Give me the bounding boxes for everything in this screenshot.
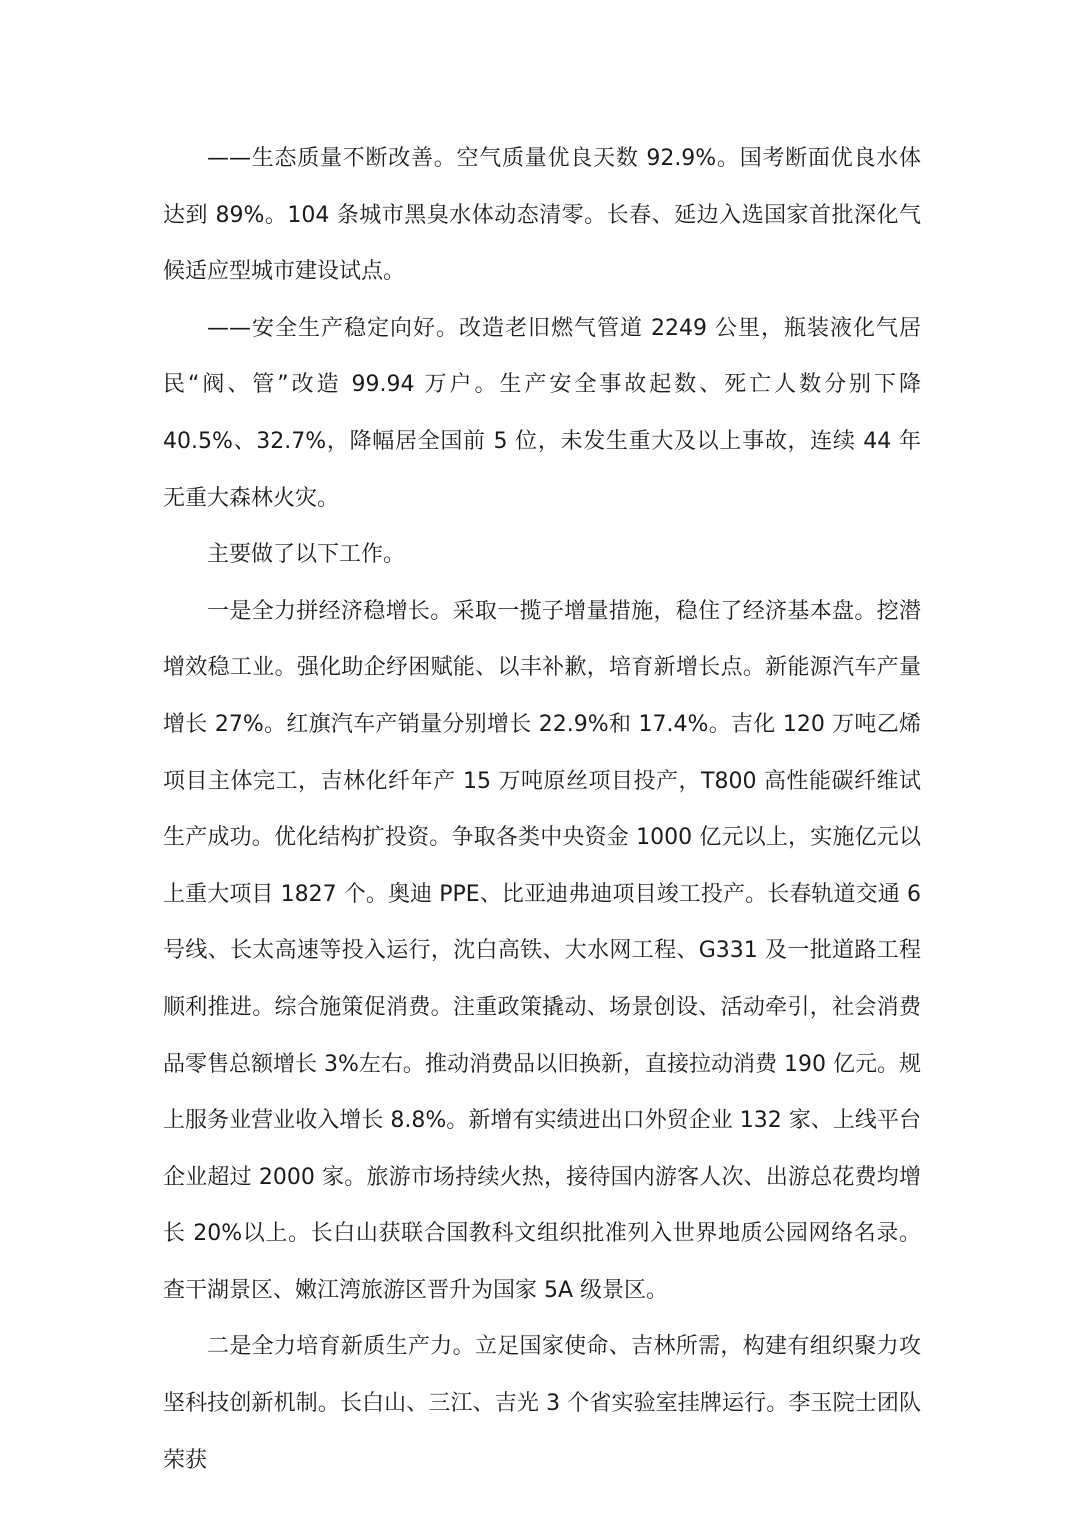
paragraph-ecology: ——生态质量不断改善。空气质量优良天数 92.9%。国考断面优良水体达到 89%。104 条城市黑臭水体动态清零。长春、延边入选国家首批深化气候适应型城市建设试点。 [163,146,921,285]
paragraph-economy: 一是全力拼经济稳增长。采取一揽子增量措施，稳住了经济基本盘。挖潜增效稳工业。强化助企纾困赋能、以丰补歉，培育新增长点。新能源汽车产量增长 27%。红旗汽车产销量分别增长 22.9%和 17.4%。吉化 120 万吨乙烯项目主体完工，吉林化纤年产 15 万吨原丝项目投产，T800 高性能碳纤维试生产成功。优化结构扩投资。争取各类中央资金 1000 亿元以上，实施亿元以上重大项目 1827 个。奥迪 PPE、比亚迪弗迪项目竣工投产。长春轨道交通 6 号线、长太高速等投入运行，沈白高铁、大水网工程、G331 及一批道路工程顺利推进。综合施策促消费。注重政策撬动、场景创设、活动牵引，社会消费品零售总额增长 3%左右。推动消费品以旧换新，直接拉动消费 190 亿元。规上服务业营业收入增长 8.8%。新增有实绩进出口外贸企业 132 家、上线平台企业超过 2000 家。旅游市场持续火热，接待国内游客人次、出游总花费均增长 20%以上。长白山获联合国教科文组织批准列入世界地质公园网络名录。查干湖景区、嫩江湾旅游区晋升为国家 5A 级景区。 [163,598,921,1303]
paragraph-safety: ——安全生产稳定向好。改造老旧燃气管道 2249 公里，瓶装液化气居民“阀、管”改造 99.94 万户。生产安全事故起数、死亡人数分别下降 40.5%、32.7%，降幅居全国前 5 位，未发生重大及以上事故，连续 44 年无重大森林火灾。 [163,315,921,511]
document-body [163,131,921,1489]
paragraph-work-intro: 主要做了以下工作。 [207,542,406,568]
paragraph-productivity: 二是全力培育新质生产力。立足国家使命、吉林所需，构建有组织聚力攻坚科技创新机制。长白山、三江、吉光 3 个省实验室挂牌运行。李玉院士团队荣获 [163,1334,921,1473]
